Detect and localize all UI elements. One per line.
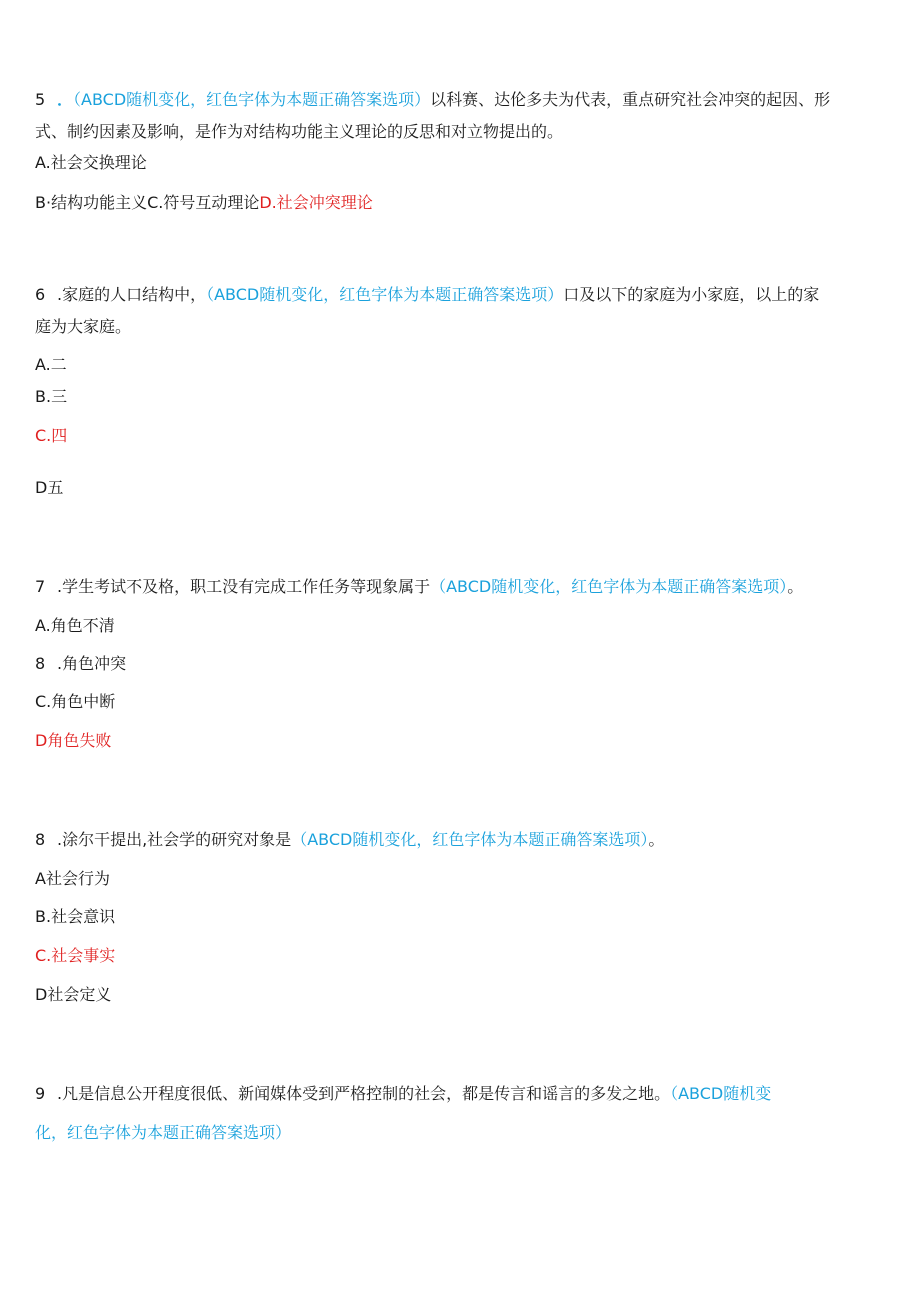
q5-dot: ． [57,90,74,109]
q8-text-pre: .涂尔干提出,社会学的研究对象是 [57,830,292,849]
q7-option-c: C.角色中断 [35,692,116,711]
q9-note-part1: （ABCD随机变 [670,1084,772,1103]
q6-option-b: B.三 [35,387,68,406]
q7-text-post: 。 [787,577,804,596]
q7-stem [35,576,803,598]
q9-stem-line1 [35,1083,771,1105]
q8-stem [35,829,664,851]
q7-option-b-number: 8 [35,654,46,673]
q5-stem-line1 [35,89,830,111]
q9-text: .凡是信息公开程度很低、新闻媒体受到严格控制的社会，都是传言和谣言的多发之地。 [57,1084,671,1103]
q7-number: 7 [35,577,46,596]
q9-number: 9 [35,1084,46,1103]
q6-text-pre: .家庭的人口结构中， [57,285,207,304]
q7-option-d-answer: D角色失败 [35,731,112,750]
q6-option-a: A.二 [35,355,67,374]
q6-note: （ABCD随机变化，红色字体为本题正确答案选项） [206,285,564,304]
q8-option-d: D社会定义 [35,985,112,1004]
q7-option-b [35,653,126,675]
q9-note-part2: 化，红色字体为本题正确答案选项） [35,1123,292,1142]
q5-note: （ABCD随机变化，红色字体为本题正确答案选项） [73,90,431,109]
q6-option-c-answer: C.四 [35,426,68,445]
q6-option-d: D五 [35,478,64,497]
q5-option-a: A.社会交换理论 [35,153,147,172]
q6-stem-line1 [35,284,819,306]
q7-note: （ABCD随机变化，红色字体为本题正确答案选项） [430,577,788,596]
q8-text-post: 。 [648,830,665,849]
q5-options-bcd [35,192,373,214]
q7-option-b-text: .角色冲突 [57,654,127,673]
q5-text: 以科赛、达伦多夫为代表，重点研究社会冲突的起因、形 [430,90,831,109]
q6-number: 6 [35,285,46,304]
q6-stem-line2: 庭为大家庭。 [35,317,132,336]
q8-option-b: B.社会意识 [35,907,116,926]
q5-option-bc: B·结构功能主义C.符号互动理论 [35,193,260,212]
q8-option-a: A社会行为 [35,869,110,888]
q6-text-post: 口及以下的家庭为小家庭，以上的家 [563,285,820,304]
q7-option-a: A.角色不清 [35,616,115,635]
q8-option-c-answer: C.社会事实 [35,946,116,965]
q8-note: （ABCD随机变化，红色字体为本题正确答案选项） [291,830,649,849]
q7-text-pre: .学生考试不及格，职工没有完成工作任务等现象属于 [57,577,431,596]
q5-stem-line2: 式、制约因素及影响，是作为对结构功能主义理论的反思和对立物提出的。 [35,122,564,141]
q5-number: 5 [35,90,46,109]
q5-option-d-answer: D.社会冲突理论 [259,193,373,212]
q8-number: 8 [35,830,46,849]
